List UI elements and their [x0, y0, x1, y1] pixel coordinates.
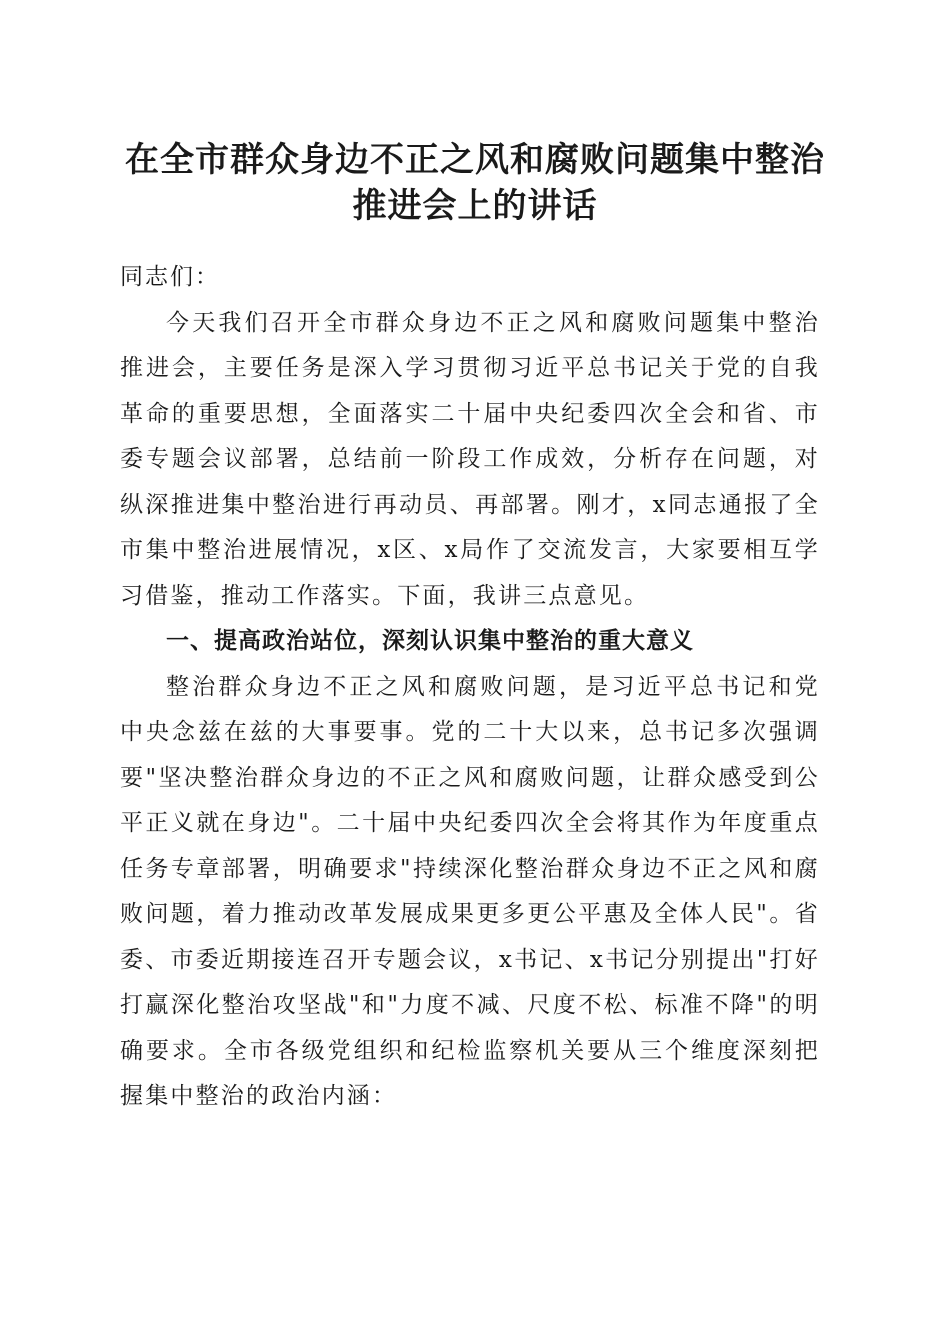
document-title [100, 137, 850, 229]
section-1-heading: 一、提高政治站位，深刻认识集中整治的重大意义 [166, 628, 694, 654]
document-body [120, 255, 820, 1120]
paragraph-intro: 今天我们召开全市群众身边不正之风和腐败问题集中整治推进会，主要任务是深入学习贯彻习近平总书记关于党的自我革命的重要思想，全面落实二十届中央纪委四次全会和省、市委专题会议部署，总结前一阶段工作成效，分析存在问题，对纵深推进集中整治进行再动员、再部署。刚才，x同志通报了全市集中整治进展情况，x区、x局作了交流发言，大家要相互学习借鉴，推动工作落实。下面，我讲三点意见。 [120, 309, 820, 609]
paragraph-section-1: 整治群众身边不正之风和腐败问题，是习近平总书记和党中央念兹在兹的大事要事。党的二十大以来，总书记多次强调要"坚决整治群众身边的不正之风和腐败问题，让群众感受到公平正义就在身边"。二十届中央纪委四次全会将其作为年度重点任务专章部署，明确要求"持续深化整治群众身边不正之风和腐败问题，着力推动改革发展成果更多更公平惠及全体人民"。省委、市委近期接连召开专题会议，x书记、x书记分别提出"打好打赢深化整治攻坚战"和"力度不减、尺度不松、标准不降"的明确要求。全市各级党组织和纪检监察机关要从三个维度深刻把握集中整治的政治内涵： [120, 673, 820, 1109]
greeting: 同志们： [120, 264, 220, 290]
title-line-1: 在全市群众身边不正之风和腐败问题集中整治 [125, 140, 825, 180]
title-line-2: 推进会上的讲话 [352, 186, 598, 226]
